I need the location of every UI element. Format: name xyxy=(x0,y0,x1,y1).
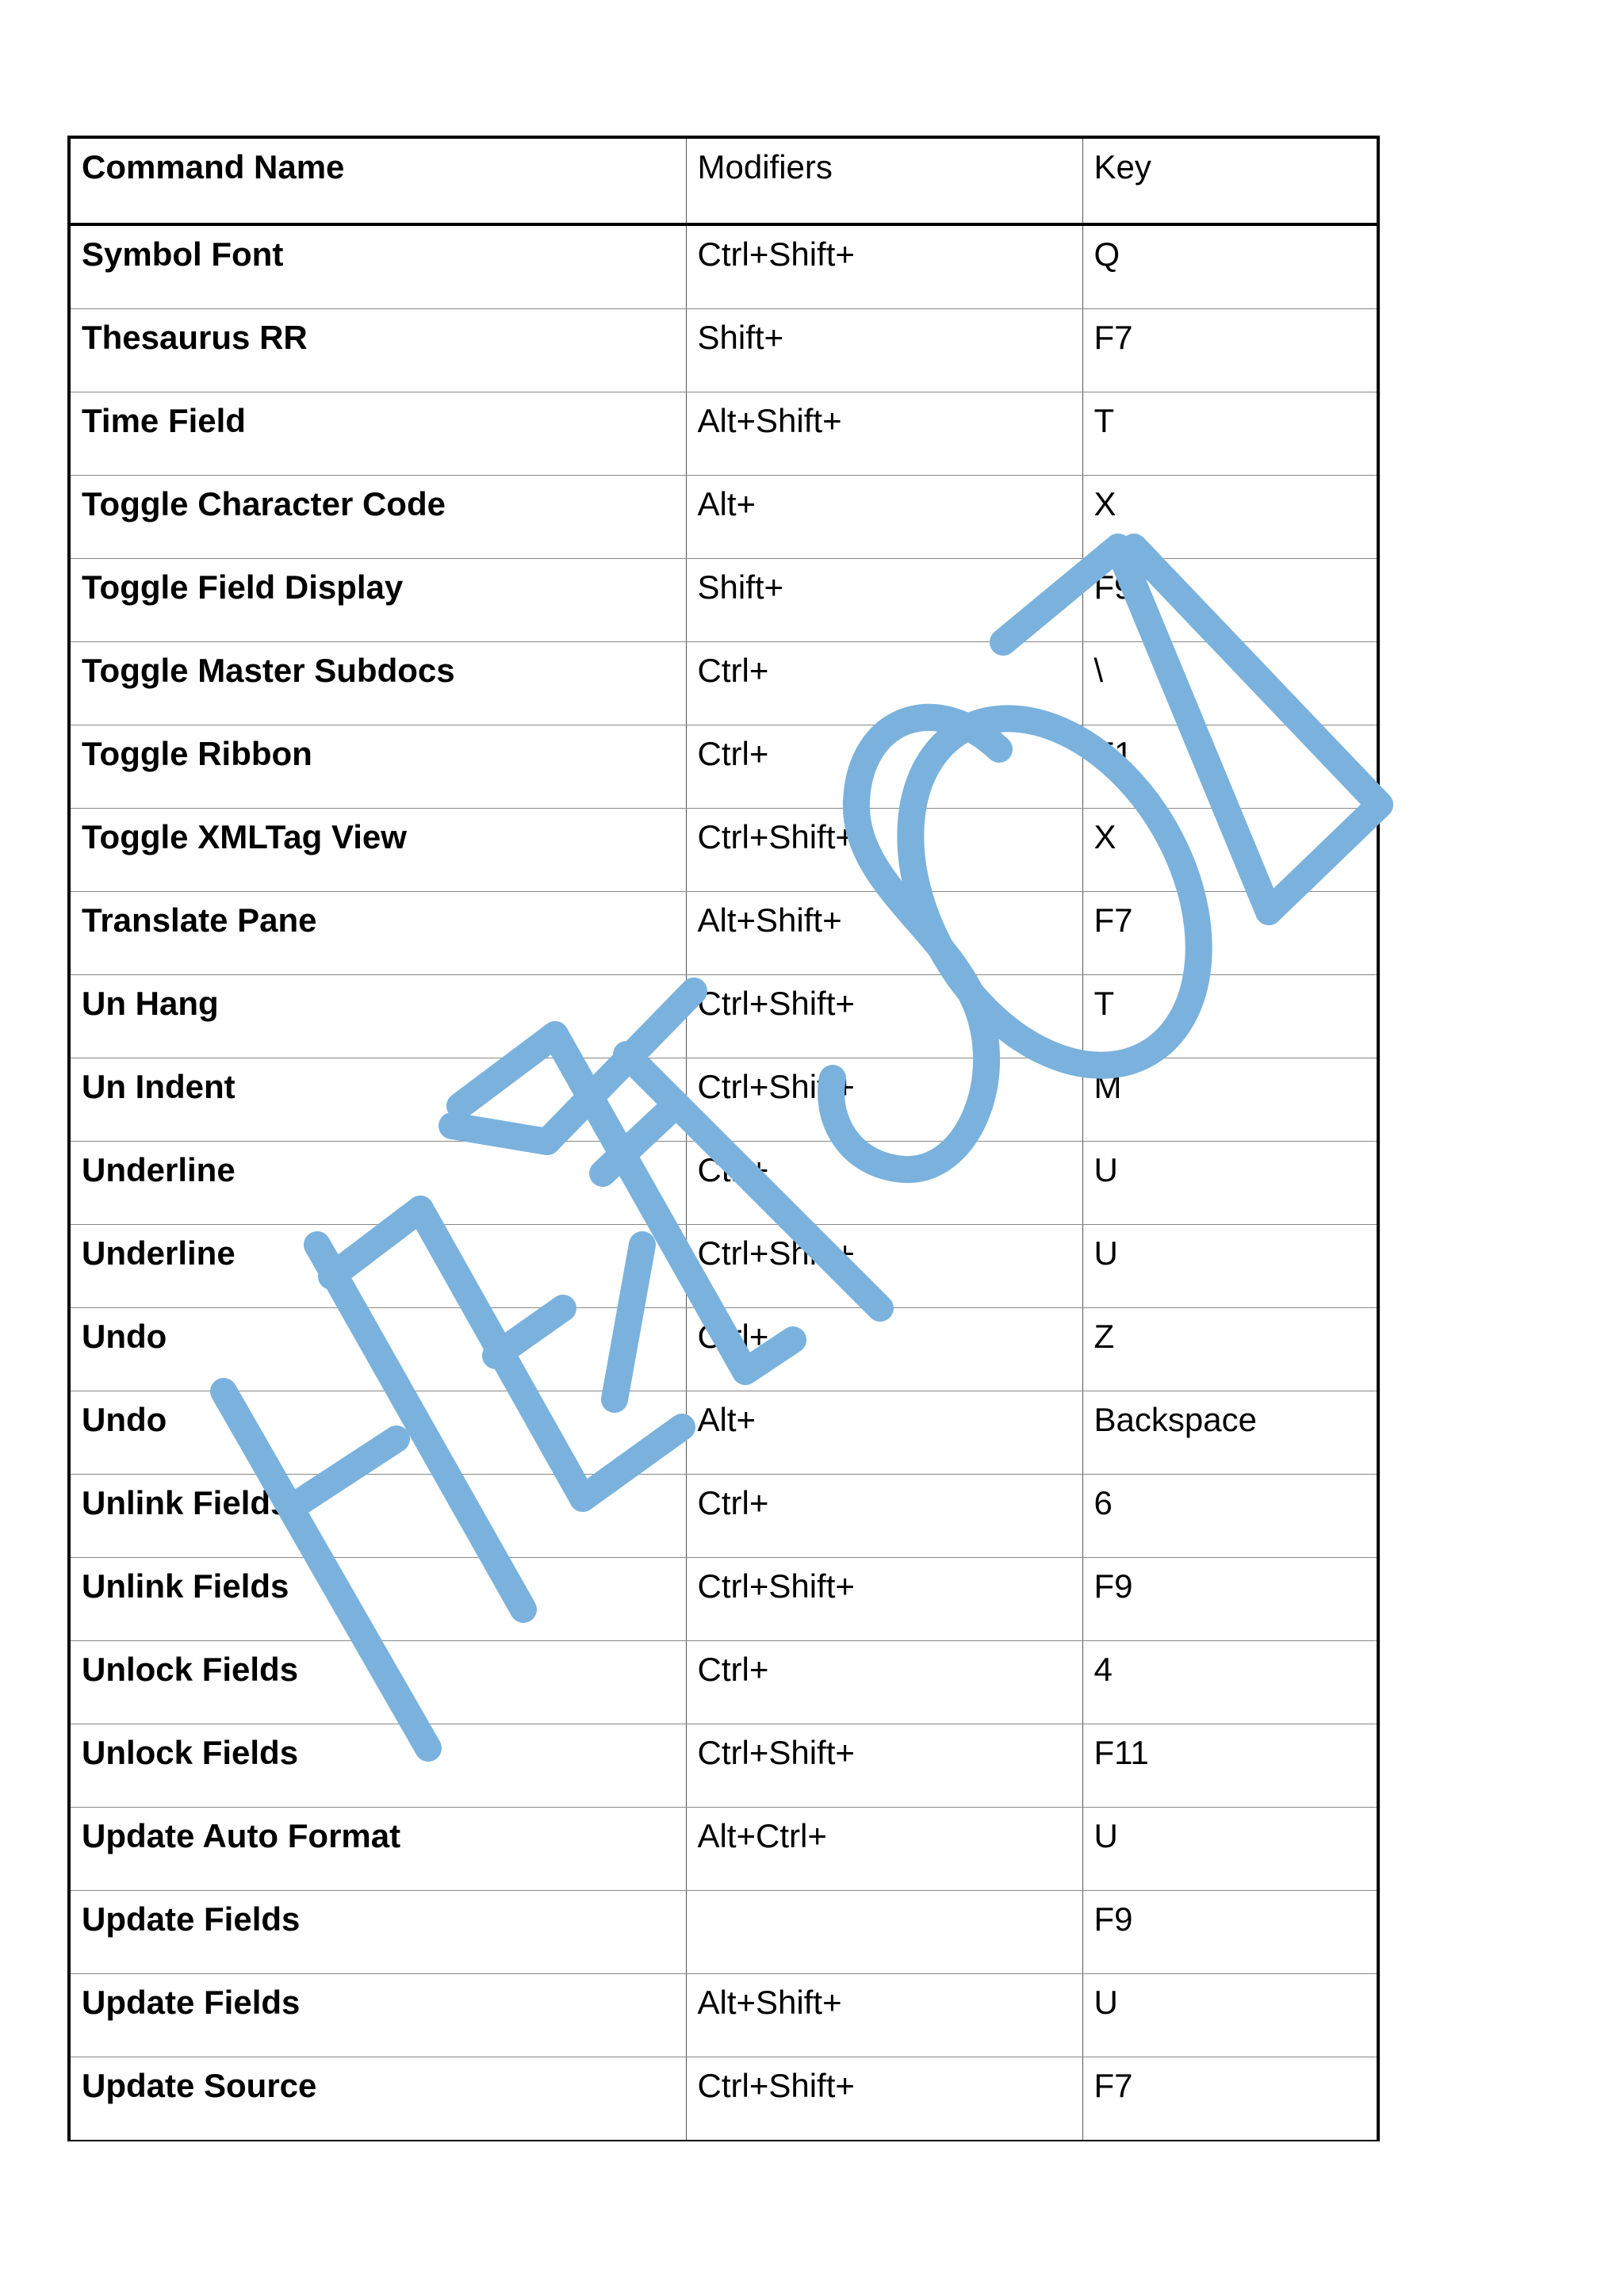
table-row xyxy=(69,224,1378,309)
key-cell: Q xyxy=(1082,224,1378,309)
command-name-cell: Un Hang xyxy=(69,975,686,1058)
command-name-cell: Toggle Master Subdocs xyxy=(69,642,686,725)
modifiers-cell: Ctrl+ xyxy=(686,642,1082,725)
table-row xyxy=(69,1891,1378,1974)
key-cell: F7 xyxy=(1082,2057,1378,2141)
command-name-cell: Update Fields xyxy=(69,1891,686,1974)
table-row xyxy=(69,892,1378,975)
header-command-name: Command Name xyxy=(69,137,686,224)
table-row xyxy=(69,1808,1378,1891)
table-row xyxy=(69,1724,1378,1808)
table-row xyxy=(69,1558,1378,1641)
table-row xyxy=(69,2057,1378,2141)
table-row xyxy=(69,975,1378,1058)
modifiers-cell: Shift+ xyxy=(686,309,1082,392)
table-row xyxy=(69,1641,1378,1724)
table-row xyxy=(69,309,1378,392)
command-name-cell: Underline xyxy=(69,1142,686,1225)
command-name-cell: Translate Pane xyxy=(69,892,686,975)
command-name-cell: Undo xyxy=(69,1391,686,1475)
modifiers-cell: Ctrl+Shift+ xyxy=(686,1058,1082,1142)
command-name-cell: Toggle XMLTag View xyxy=(69,809,686,892)
command-name-cell: Un Indent xyxy=(69,1058,686,1142)
modifiers-cell: Alt+Shift+ xyxy=(686,392,1082,476)
modifiers-cell: Ctrl+Shift+ xyxy=(686,1558,1082,1641)
modifiers-cell: Ctrl+Shift+ xyxy=(686,1225,1082,1308)
command-name-cell: Update Source xyxy=(69,2057,686,2141)
modifiers-cell: Ctrl+Shift+ xyxy=(686,2057,1082,2141)
command-name-cell: Unlock Fields xyxy=(69,1641,686,1724)
table-row xyxy=(69,476,1378,559)
command-name-cell: Toggle Ribbon xyxy=(69,725,686,809)
key-cell: 4 xyxy=(1082,1641,1378,1724)
command-name-cell: Time Field xyxy=(69,392,686,476)
table-row xyxy=(69,1225,1378,1308)
key-cell: F9 xyxy=(1082,559,1378,642)
modifiers-cell xyxy=(686,1891,1082,1974)
modifiers-cell: Ctrl+ xyxy=(686,1142,1082,1225)
command-name-cell: Toggle Character Code xyxy=(69,476,686,559)
modifiers-cell: Shift+ xyxy=(686,559,1082,642)
key-cell: F7 xyxy=(1082,892,1378,975)
key-cell: T xyxy=(1082,975,1378,1058)
table-row xyxy=(69,392,1378,476)
shortcut-table xyxy=(67,136,1380,2141)
key-cell: F9 xyxy=(1082,1558,1378,1641)
table-row xyxy=(69,1058,1378,1142)
command-name-cell: Unlink Fields xyxy=(69,1558,686,1641)
table-row xyxy=(69,1391,1378,1475)
command-name-cell: Update Auto Format xyxy=(69,1808,686,1891)
key-cell: 6 xyxy=(1082,1475,1378,1558)
modifiers-cell: Alt+ xyxy=(686,476,1082,559)
key-cell: T xyxy=(1082,392,1378,476)
modifiers-cell: Alt+Shift+ xyxy=(686,892,1082,975)
table-row xyxy=(69,642,1378,725)
table-row xyxy=(69,1142,1378,1225)
command-name-cell: Unlock Fields xyxy=(69,1724,686,1808)
command-name-cell: Thesaurus RR xyxy=(69,309,686,392)
modifiers-cell: Ctrl+Shift+ xyxy=(686,224,1082,309)
modifiers-cell: Ctrl+ xyxy=(686,1308,1082,1391)
key-cell: F7 xyxy=(1082,309,1378,392)
modifiers-cell: Ctrl+ xyxy=(686,1641,1082,1724)
key-cell: \ xyxy=(1082,642,1378,725)
key-cell: M xyxy=(1082,1058,1378,1142)
table-row xyxy=(69,1974,1378,2057)
header-key: Key xyxy=(1082,137,1378,224)
table-row xyxy=(69,559,1378,642)
table-row xyxy=(69,1475,1378,1558)
header-modifiers: Modifiers xyxy=(686,137,1082,224)
key-cell: F9 xyxy=(1082,1891,1378,1974)
command-name-cell: Symbol Font xyxy=(69,224,686,309)
command-name-cell: Toggle Field Display xyxy=(69,559,686,642)
table-row xyxy=(69,809,1378,892)
modifiers-cell: Alt+ xyxy=(686,1391,1082,1475)
table-row xyxy=(69,1308,1378,1391)
modifiers-cell: Alt+Ctrl+ xyxy=(686,1808,1082,1891)
table-header-row xyxy=(69,137,1378,224)
modifiers-cell: Ctrl+Shift+ xyxy=(686,809,1082,892)
command-name-cell: Undo xyxy=(69,1308,686,1391)
key-cell: Backspace xyxy=(1082,1391,1378,1475)
modifiers-cell: Ctrl+Shift+ xyxy=(686,975,1082,1058)
modifiers-cell: Ctrl+Shift+ xyxy=(686,1724,1082,1808)
key-cell: U xyxy=(1082,1808,1378,1891)
key-cell: U xyxy=(1082,1974,1378,2057)
modifiers-cell: Alt+Shift+ xyxy=(686,1974,1082,2057)
modifiers-cell: Ctrl+ xyxy=(686,1475,1082,1558)
key-cell: X xyxy=(1082,476,1378,559)
modifiers-cell: Ctrl+ xyxy=(686,725,1082,809)
command-name-cell: Update Fields xyxy=(69,1974,686,2057)
key-cell: U xyxy=(1082,1225,1378,1308)
key-cell: Z xyxy=(1082,1308,1378,1391)
table-body xyxy=(69,224,1378,2141)
key-cell: U xyxy=(1082,1142,1378,1225)
table-row xyxy=(69,725,1378,809)
key-cell: X xyxy=(1082,809,1378,892)
command-name-cell: Underline xyxy=(69,1225,686,1308)
key-cell: F11 xyxy=(1082,1724,1378,1808)
command-name-cell: Unlink Fields xyxy=(69,1475,686,1558)
key-cell: F1 xyxy=(1082,725,1378,809)
